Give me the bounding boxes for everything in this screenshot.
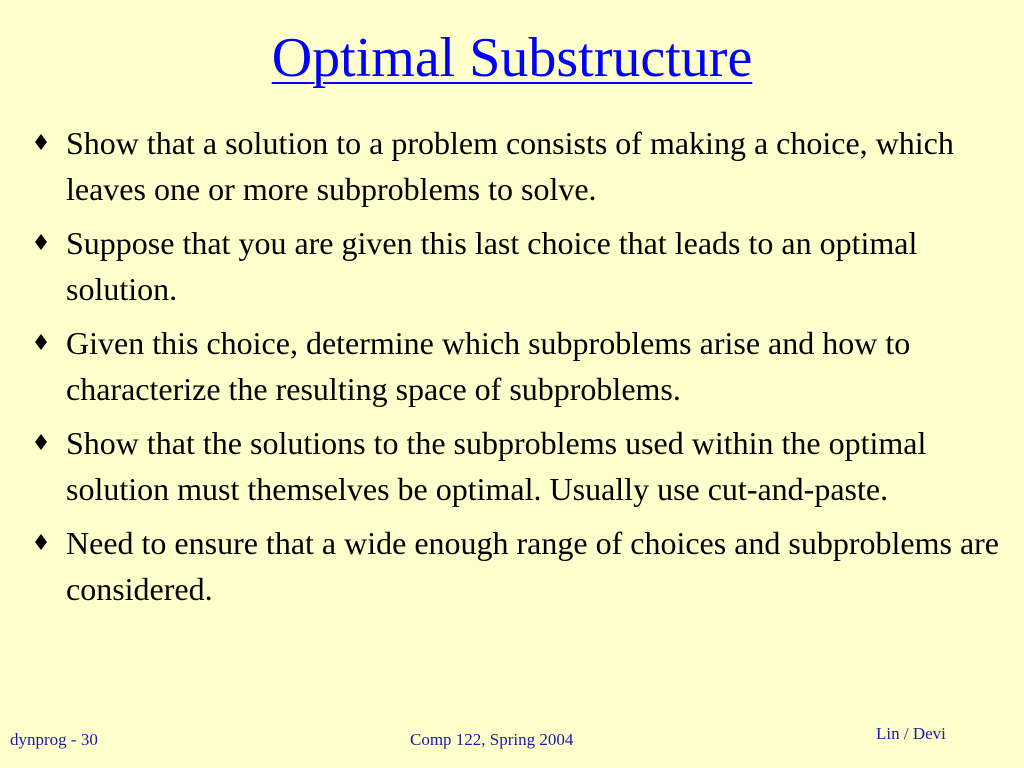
bullet-text: Given this choice, determine which subproblems arise and how to characterize the resulting space of subproblems. xyxy=(66,325,911,407)
diamond-bullet-icon xyxy=(34,332,48,352)
bullet-item xyxy=(26,320,1006,412)
bullet-text: Show that a solution to a problem consists of making a choice, which leaves one or more subproblems to solve. xyxy=(66,125,954,207)
footer-slide-number: dynprog - 30 xyxy=(10,730,98,749)
diamond-bullet-icon xyxy=(34,132,48,152)
bullet-list xyxy=(26,120,1006,620)
bullet-item xyxy=(26,220,1006,312)
footer-authors: Lin / Devi xyxy=(876,724,946,743)
bullet-item xyxy=(26,120,1006,212)
diamond-bullet-icon xyxy=(34,432,48,452)
footer-course: Comp 122, Spring 2004 xyxy=(410,730,574,749)
bullet-text: Show that the solutions to the subproblems used within the optimal solution must themselves be optimal. Usually use cut-and-paste. xyxy=(66,425,927,507)
bullet-item xyxy=(26,420,1006,512)
diamond-bullet-icon xyxy=(34,532,48,552)
bullet-text: Need to ensure that a wide enough range of choices and subproblems are considered. xyxy=(66,525,999,607)
bullet-item xyxy=(26,520,1006,612)
slide-title: Optimal Substructure xyxy=(271,27,753,89)
bullet-text: Suppose that you are given this last choice that leads to an optimal solution. xyxy=(66,225,918,307)
diamond-bullet-icon xyxy=(34,232,48,252)
